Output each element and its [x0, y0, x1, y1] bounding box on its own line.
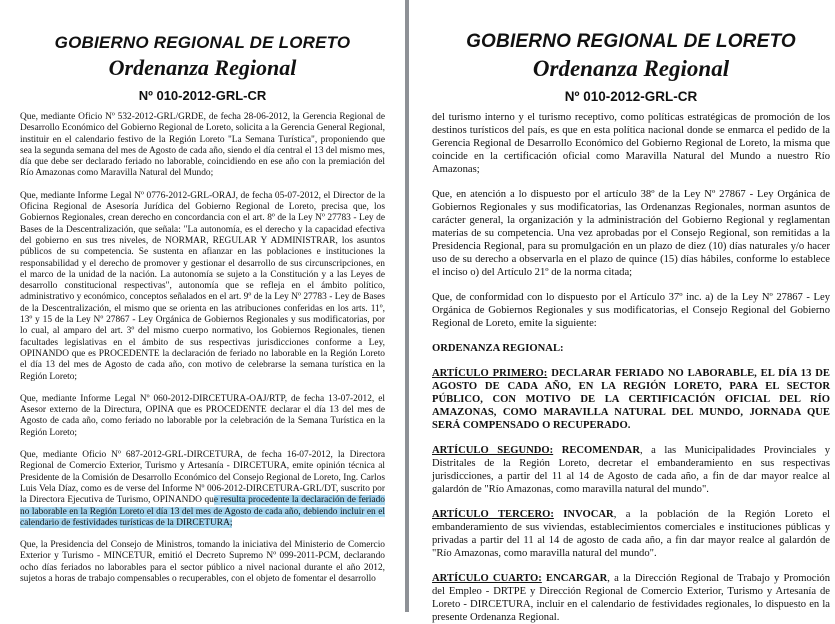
paragraph-articulo-37: Que, de conformidad con lo dispuesto por el Artículo 37º inc. a) de la Ley Nº 27867 - Ley Orgánica de Gobiernos Regionales y sus modificatorias, el Consejo Regional del Gobierno Regional de Loreto, emite la siguiente:: [432, 292, 830, 329]
document-type-heading: Ordenanza Regional: [108, 55, 297, 80]
paragraph-oficio-532: Que, mediante Oficio Nº 532-2012-GRL/GRDE, de fecha 28-06-2012, la Gerencia Regional de Desarrollo Económico del Gobierno Regional de Loreto, solicita a la Gerencia General Regional, instituir en el calendario festivo de la Región Loreto "La Semana Turística", proponiendo que sea la segunda semana del mes de Agosto de cada año, siendo el día central el 13 del mismo mes, día que debe ser declarado feriado no laborable, coincidiendo en ese año con la premiación del Río Amazonas como Maravilla Natural del Mundo;: [20, 112, 385, 179]
paragraph-articulo-38: Que, en atención a lo dispuesto por el artículo 38º de la Ley Nº 27867 - Ley Orgánica de Gobiernos Regionales y sus modificatorias, las Ordenanzas Regionales, norman asuntos de carácter general, la organización y la administración del Gobierno Regional y reglamentan materias de su competencia. Una vez aprobadas por el Consejo Regional, son remitidas a la Presidencia Regional, para su promulgación en un plazo de diez (10) días naturales y/o hacer uso de su derecho a observarla en el plazo de quince (15) días hábiles, conforme lo establece el inciso o) del Artículo 21º de la norma citada;: [432, 189, 830, 278]
article-verb: RECOMENDAR: [553, 445, 640, 456]
paragraph-oficio-687: [20, 450, 385, 529]
document-type-heading: Ordenanza Regional: [532, 56, 730, 81]
article-title: ARTÍCULO CUARTO:: [432, 573, 542, 584]
article-title: ARTÍCULO PRIMERO:: [432, 368, 548, 379]
article-verb: ENCARGAR: [541, 573, 608, 584]
text-highlight[interactable]: e resulta procedente la declaración de feriado no laborable en la Región Loreto el día 13 del mes de Agosto de cada año, debiendo incluir en el calendario de festividades turísticas de la DIRCETURA;: [20, 495, 385, 528]
document-page-right: [405, 0, 835, 623]
article-text: , a la población de la Región Loreto el embanderamiento de sus viviendas, establecimientos comerciales e instituciones públicas y privadas a partir del 11 al 14 de agosto de cada año, a fin dar mayor realce al galardón de "Río Amazonas, como maravilla natural del mundo".: [432, 509, 830, 559]
article-tercero: [432, 508, 830, 560]
article-cuarto: [432, 572, 830, 624]
article-segundo: [432, 444, 830, 496]
article-title: ARTÍCULO SEGUNDO:: [432, 445, 554, 456]
article-text: , a las Municipalidades Provinciales y Distritales de la Región Loreto, decretar el embanderamiento en sus respectivas jurisdicciones, a partir del 11 al 14 de Agosto de cada año, a fin de dar mayor realce al galardón de "Río Amazonas, como maravilla natural del mundo".: [432, 445, 830, 495]
article-title: ARTÍCULO TERCERO:: [432, 509, 554, 520]
ordinance-number: Nº 010-2012-GRL-CR: [138, 88, 267, 103]
government-heading: GOBIERNO REGIONAL DE LORETO: [54, 33, 351, 52]
ordinance-number: Nº 010-2012-GRL-CR: [564, 89, 698, 104]
paragraph-text: Que, mediante Oficio Nº 687-2012-GRL-DIRCETURA, de fecha 16-07-2012, la Directora Regional de Comercio Exterior, Turismo y Artesanía - DIRCETURA, emite opinión técnica al Presidente de la Comisión de Desarrollo Económico del Consejo Regional de Loreto, Ing. Carlos Luis Vela Díaz, como es de verse del Informe Nº 006-2012-DIRCETURA-GRL/DT, suscrito por la Directora Ejecutiva de Turismo, OPINANDO qu: [20, 450, 385, 506]
section-heading: ORDENANZA REGIONAL:: [432, 343, 564, 354]
article-text: , a la Dirección Regional de Trabajo y Promoción del Empleo - DRTPE y Dirección Regional de Comercio Exterior, Turismo y Artesanía de Loreto - DIRCETURA, incluir en el calendario de festividades regionales, lo dispuesto en la presente Ordenanza Regional.: [432, 573, 831, 623]
document-page-left: [0, 0, 405, 612]
article-text: DECLARAR FERIADO NO LABORABLE, EL DÍA 13 DE AGOSTO DE CADA AÑO, EN LA REGIÓN LORETO, PARA EL SECTOR PÚBLICO, CON MOTIVO DE LA CERTIFICACIÓN OFICIAL DEL RÍO AMAZONAS, COMO MARAVILLA NATURAL DEL MUNDO, JORNADA QUE SERÁ COMPENSADO O RECUPERADO.: [432, 368, 830, 431]
paragraph-informe-0776: Que, mediante Informe Legal Nº 0776-2012-GRL-ORAJ, de fecha 05-07-2012, el Director de la Oficina Regional de Asesoría Jurídica del Gobierno Regional de Loreto, precisa que, los Gobiernos Regionales, crean derecho en concordancia con el art. 8º de la Ley Nº 27783 - Ley de Bases de la Descentralización, que señala: "La autonomía, es el derecho y la capacidad efectiva del gobierno en sus tres niveles, de NORMAR, REGULAR Y ADMINISTRAR, los asuntos públicos de su competencia. Se sustenta en afianzar en las poblaciones e instituciones la responsabilidad y el derecho de promover y gestionar el desarrollo de sus circunscripciones, en el marco de la unidad de la nación. La autonomía se sujeto a la Constitución y a las Leyes de desarrollo constitucional respectivas", autonomía que se refleja en el ámbito político, administrativo y económico, conceptos señalados en el art. 9º de la Ley Nº 27783 - Ley de Bases de la Descentralización, el mismo que se orienta en las atribuciones conferidas en los arts. 11º, 13º y 15 de la Ley Nº 27867 - Ley Orgánica de Gobiernos Regionales y sus modificatorias, por lo cual, al amparo del art. 3º del mismo cuerpo normativo, los Gobiernos Regionales, tienen facultades legislativas en el ámbito de sus respectivas jurisdicciones conforme a Ley, OPINANDO que es PROCEDENTE la declaración de feriado no laborable en la Región Loreto el día 13 del mes de Agosto de cada año, con motivo de celebrarse la semana turística en la Región Loreto;: [20, 190, 385, 382]
government-heading: GOBIERNO REGIONAL DE LORETO: [466, 31, 796, 52]
article-verb: INVOCAR: [553, 509, 614, 520]
paragraph-turismo: del turismo interno y el turismo receptivo, como políticas estratégicas de promoción de los destinos turísticos del país, es que en esta política nacional donde se enmarca el pedido de la Gerencia Regional de Desarrollo Económico del Gobierno Regional de Loreto, la misma que coincide en la certificación oficial como Maravilla Natural del Mundo a nuestro Río Amazonas;: [432, 112, 830, 175]
paragraph-pcm: Que, la Presidencia del Consejo de Ministros, tomando la iniciativa del Ministerio de Comercio Exterior y Turismo - MINCETUR, emitió el Decreto Supremo Nº 099-2011-PCM, declarando ocho días feriados no laborables para el sector público a nivel nacional durante el año 2012, sujetos a horas de trabajo compensables o recuperables, con el objeto de fomentar el desarrollo: [20, 540, 385, 584]
article-primero: [432, 367, 830, 432]
paragraph-informe-060: Que, mediante Informe Legal Nº 060-2012-DIRCETURA-OAJ/RTP, de fecha 13-07-2012, el Asesor externo de la Directura, OPINA que es PROCEDENTE declarar el día 13 del mes de Agosto de cada año, como feriado no laborable por la celebración de la Semana Turística en la Región Loreto;: [20, 393, 385, 438]
